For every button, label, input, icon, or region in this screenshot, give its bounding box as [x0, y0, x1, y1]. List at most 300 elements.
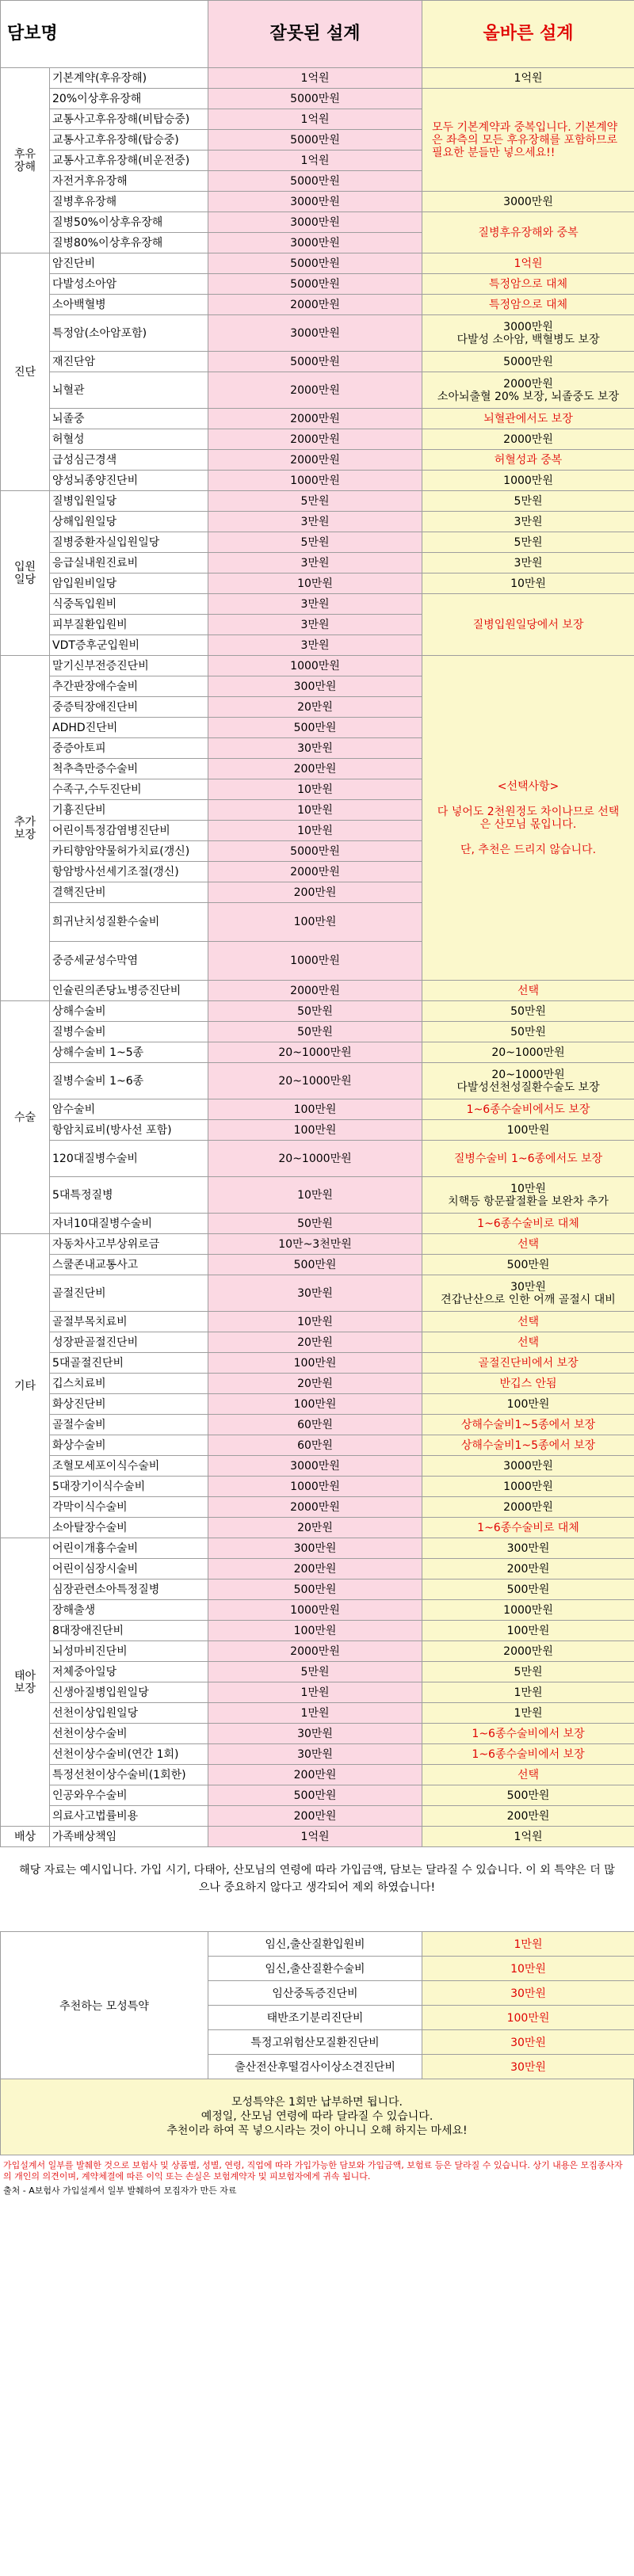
wrong-design-value: 3만원 [208, 512, 422, 532]
table-row [1, 1255, 634, 1275]
table-row [1, 656, 634, 676]
group-label: 태아 보장 [1, 1538, 50, 1827]
coverage-name: 암입원비일당 [50, 574, 208, 594]
coverage-name: 중증아토피 [50, 738, 208, 759]
group-label: 후유 장해 [1, 68, 50, 253]
wrong-design-value: 2000만원 [208, 409, 422, 429]
coverage-name: 질병중환자실입원일당 [50, 532, 208, 553]
right-design-value: 10만원 치핵등 항문괄절환을 보완차 추가 [422, 1177, 634, 1214]
coverage-name: 추간판장애수술비 [50, 676, 208, 697]
header-wrong-design: 잘못된 설계 [208, 1, 422, 68]
wrong-design-value: 500만원 [208, 1785, 422, 1806]
right-design-value: 1만원 [422, 1703, 634, 1724]
table-row [1, 512, 634, 532]
right-design-value: 300만원 [422, 1538, 634, 1559]
right-design-value: 3000만원 다발성 소아암, 백혈병도 보장 [422, 315, 634, 352]
wrong-design-value: 1000만원 [208, 1600, 422, 1621]
recommended-maternity-table [0, 1931, 634, 2079]
coverage-name: 장해출생 [50, 1600, 208, 1621]
table-row [1, 1806, 634, 1827]
wrong-design-value: 100만원 [208, 1621, 422, 1641]
table-row [1, 1785, 634, 1806]
header-right-design: 올바른 설계 [422, 1, 634, 68]
right-design-value: 1만원 [422, 1682, 634, 1703]
right-design-value: 100만원 [422, 1621, 634, 1641]
table-row [1, 1765, 634, 1785]
wrong-design-value: 10만원 [208, 574, 422, 594]
coverage-name: 성장판골절진단비 [50, 1332, 208, 1353]
recommended-row [1, 1932, 634, 1957]
coverage-name: 특정암(소아암포함) [50, 315, 208, 352]
coverage-name: 선천이상수술비 [50, 1724, 208, 1744]
recommended-item-value: 30만원 [422, 1981, 634, 2006]
coverage-name: 급성심근경색 [50, 450, 208, 471]
right-design-value: 5만원 [422, 491, 634, 512]
table-row [1, 1744, 634, 1765]
coverage-name: 재진단암 [50, 352, 208, 372]
right-design-value: 선택 [422, 1332, 634, 1353]
coverage-name: 질병후유장해 [50, 192, 208, 212]
wrong-design-value: 2000만원 [208, 295, 422, 315]
recommended-item-name: 임신,출산질환수술비 [208, 1957, 422, 1981]
coverage-name: 상해입원일당 [50, 512, 208, 532]
source-text: 출처 - A보험사 가입설계서 일부 발췌하여 모집자가 만든 자료 [3, 2185, 237, 2196]
wrong-design-value: 3000만원 [208, 192, 422, 212]
table-row [1, 1703, 634, 1724]
wrong-design-value: 1000만원 [208, 1477, 422, 1497]
wrong-design-value: 200만원 [208, 759, 422, 779]
coverage-name: 암진단비 [50, 253, 208, 274]
table-row [1, 594, 634, 615]
coverage-name: 저체중아일당 [50, 1662, 208, 1682]
recommended-note-line-3: 추천이라 하여 꼭 넣으시라는 것이 아니니 오해 하지는 마세요! [166, 2124, 468, 2137]
wrong-design-value: 1억원 [208, 151, 422, 171]
table-row [1, 1724, 634, 1744]
right-design-value: 선택 [422, 1765, 634, 1785]
table-row [1, 1518, 634, 1538]
coverage-name: 질병수술비 1~6종 [50, 1063, 208, 1099]
wrong-design-value: 30만원 [208, 738, 422, 759]
recommended-item-name: 특정고위험산모질환진단비 [208, 2030, 422, 2055]
group-label: 수술 [1, 1001, 50, 1234]
wrong-design-value: 100만원 [208, 903, 422, 942]
wrong-design-value: 60만원 [208, 1415, 422, 1435]
coverage-name: 골절진단비 [50, 1275, 208, 1312]
coverage-name: 상해수술비 1~5종 [50, 1042, 208, 1063]
table-row [1, 1682, 634, 1703]
coverage-name: 어린이개흉수술비 [50, 1538, 208, 1559]
right-design-value: 30만원 견갑난산으로 인한 어깨 골절시 대비 [422, 1275, 634, 1312]
coverage-name: 기흉진단비 [50, 800, 208, 821]
table-row [1, 89, 634, 109]
coverage-name: 소아백혈병 [50, 295, 208, 315]
table-row [1, 532, 634, 553]
group-label: 진단 [1, 253, 50, 491]
right-design-value: 선택 [422, 1312, 634, 1332]
right-design-value: 500만원 [422, 1255, 634, 1275]
recommended-item-value: 1만원 [422, 1932, 634, 1957]
table-row [1, 1415, 634, 1435]
right-design-value: 10만원 [422, 574, 634, 594]
right-design-value: 20~1000만원 [422, 1042, 634, 1063]
table-row [1, 1477, 634, 1497]
wrong-design-value: 20~1000만원 [208, 1042, 422, 1063]
right-design-value: 1~6종수술비로 대체 [422, 1214, 634, 1234]
right-design-value: 2000만원 [422, 1641, 634, 1662]
right-design-value: 1000만원 [422, 1600, 634, 1621]
recommended-note-line-2: 예정일, 산모님 연령에 따라 달라질 수 있습니다. [201, 2110, 433, 2123]
recommended-note [0, 2079, 634, 2155]
coverage-name: 깁스치료비 [50, 1374, 208, 1394]
wrong-design-value: 2000만원 [208, 1497, 422, 1518]
table-row [1, 1353, 634, 1374]
wrong-design-value: 500만원 [208, 718, 422, 738]
table-row [1, 192, 634, 212]
coverage-name: 8대장애진단비 [50, 1621, 208, 1641]
table-row [1, 1001, 634, 1022]
group-label: 추가 보장 [1, 656, 50, 1001]
right-design-value: 200만원 [422, 1559, 634, 1580]
right-design-value: 질병수술비 1~6종에서도 보장 [422, 1141, 634, 1177]
wrong-design-value: 50만원 [208, 1214, 422, 1234]
right-design-value: 20~1000만원 다발성선천성질환수술도 보장 [422, 1063, 634, 1099]
wrong-design-value: 1억원 [208, 1827, 422, 1847]
wrong-design-value: 100만원 [208, 1353, 422, 1374]
right-design-value: <선택사항> 다 넣어도 2천원정도 차이나므로 선택은 산모님 몫입니다. 단, 추천은 드리지 않습니다. [422, 656, 634, 981]
right-design-value: 1~6종수술비로 대체 [422, 1518, 634, 1538]
table-row [1, 491, 634, 512]
table-row [1, 1662, 634, 1682]
wrong-design-value: 10만원 [208, 779, 422, 800]
coverage-name: 5대장기이식수술비 [50, 1477, 208, 1497]
right-design-value: 1~6종수술비에서 보장 [422, 1724, 634, 1744]
wrong-design-value: 20만원 [208, 1518, 422, 1538]
table-row [1, 1099, 634, 1120]
recommended-item-value: 100만원 [422, 2006, 634, 2030]
wrong-design-value: 2000만원 [208, 372, 422, 409]
coverage-name: 자전거후유장해 [50, 171, 208, 192]
table-row [1, 1141, 634, 1177]
wrong-design-value: 10만원 [208, 1312, 422, 1332]
table-row [1, 1641, 634, 1662]
group-label: 입원 일당 [1, 491, 50, 656]
right-design-value: 1000만원 [422, 471, 634, 491]
wrong-design-value: 1억원 [208, 109, 422, 130]
coverage-name: 자녀10대질병수술비 [50, 1214, 208, 1234]
wrong-design-value: 3만원 [208, 594, 422, 615]
recommended-label: 추천하는 모성특약 [1, 1932, 208, 2079]
table-row [1, 1332, 634, 1353]
coverage-name: 인슐린의존당뇨병증진단비 [50, 981, 208, 1001]
coverage-name: 암수술비 [50, 1099, 208, 1120]
coverage-name: 어린이심장시술비 [50, 1559, 208, 1580]
table-row [1, 1538, 634, 1559]
coverage-name: 의료사고법률비용 [50, 1806, 208, 1827]
table-row [1, 1374, 634, 1394]
coverage-name: 소아탈장수술비 [50, 1518, 208, 1538]
wrong-design-value: 5만원 [208, 491, 422, 512]
table-row [1, 1120, 634, 1141]
wrong-design-value: 100만원 [208, 1120, 422, 1141]
wrong-design-value: 300만원 [208, 1538, 422, 1559]
recommended-item-name: 출산전산후떨검사이상소견진단비 [208, 2055, 422, 2079]
right-design-value: 2000만원 [422, 429, 634, 450]
recommended-item-value: 30만원 [422, 2030, 634, 2055]
wrong-design-value: 3000만원 [208, 315, 422, 352]
right-design-value: 1000만원 [422, 1477, 634, 1497]
wrong-design-value: 30만원 [208, 1275, 422, 1312]
coverage-name: 가족배상책임 [50, 1827, 208, 1847]
right-design-value: 1~6종수술비에서도 보장 [422, 1099, 634, 1120]
wrong-design-value: 20만원 [208, 1332, 422, 1353]
wrong-design-value: 300만원 [208, 676, 422, 697]
coverage-name: 질병수술비 [50, 1022, 208, 1042]
table-row [1, 1275, 634, 1312]
coverage-name: 뇌혈관 [50, 372, 208, 409]
coverage-name: 20%이상후유장해 [50, 89, 208, 109]
coverage-name: 다발성소아암 [50, 274, 208, 295]
header-coverage-name: 담보명 [1, 1, 208, 68]
table-row [1, 1827, 634, 1847]
wrong-design-value: 1000만원 [208, 656, 422, 676]
coverage-name: 인공와우수술비 [50, 1785, 208, 1806]
table-row [1, 471, 634, 491]
coverage-name: 질병입원일당 [50, 491, 208, 512]
right-design-value: 1억원 [422, 1827, 634, 1847]
right-design-value: 50만원 [422, 1001, 634, 1022]
right-design-value: 질병후유장해와 중복 [422, 212, 634, 253]
wrong-design-value: 200만원 [208, 1765, 422, 1785]
coverage-name: 뇌성마비진단비 [50, 1641, 208, 1662]
right-design-value: 50만원 [422, 1022, 634, 1042]
right-design-value: 반깁스 안됨 [422, 1374, 634, 1394]
group-label: 배상 [1, 1827, 50, 1847]
table-row [1, 68, 634, 89]
wrong-design-value: 5000만원 [208, 130, 422, 151]
right-design-value: 200만원 [422, 1806, 634, 1827]
table-row [1, 553, 634, 574]
coverage-name: 선천이상수술비(연간 1회) [50, 1744, 208, 1765]
wrong-design-value: 5000만원 [208, 171, 422, 192]
coverage-name: ADHD진단비 [50, 718, 208, 738]
coverage-name: 교통사고후유장해(비탑승중) [50, 109, 208, 130]
right-design-value: 선택 [422, 1234, 634, 1255]
wrong-design-value: 200만원 [208, 1806, 422, 1827]
table-row [1, 274, 634, 295]
wrong-design-value: 20만원 [208, 697, 422, 718]
table-row [1, 574, 634, 594]
coverage-name: 식중독입원비 [50, 594, 208, 615]
coverage-name: 응급실내원진료비 [50, 553, 208, 574]
right-design-value: 뇌혈관에서도 보장 [422, 409, 634, 429]
table-row [1, 1177, 634, 1214]
wrong-design-value: 10만원 [208, 821, 422, 841]
recommended-item-name: 태반조기분리진단비 [208, 2006, 422, 2030]
right-design-value: 골절진단비에서 보장 [422, 1353, 634, 1374]
recommended-note-line-1: 모성특약은 1회만 납부하면 됩니다. [231, 2096, 403, 2109]
coverage-name: 교통사고후유장해(비운전중) [50, 151, 208, 171]
table-row [1, 1312, 634, 1332]
right-design-value: 선택 [422, 981, 634, 1001]
wrong-design-value: 2000만원 [208, 429, 422, 450]
coverage-name: 5대골절진단비 [50, 1353, 208, 1374]
right-design-value: 모두 기본계약과 중복입니다. 기본계약은 좌측의 모든 후유장해를 포함하므로 필요한 분들만 넣으세요!! [422, 89, 634, 192]
right-design-value: 3000만원 [422, 192, 634, 212]
table-row [1, 1394, 634, 1415]
right-design-value: 1~6종수술비에서 보장 [422, 1744, 634, 1765]
coverage-name: 중증틱장애진단비 [50, 697, 208, 718]
wrong-design-value: 3000만원 [208, 233, 422, 253]
wrong-design-value: 10만원 [208, 1177, 422, 1214]
coverage-name: 허혈성 [50, 429, 208, 450]
recommended-item-name: 임신,출산질환입원비 [208, 1932, 422, 1957]
wrong-design-value: 100만원 [208, 1394, 422, 1415]
recommended-item-value: 30만원 [422, 2055, 634, 2079]
wrong-design-value: 500만원 [208, 1255, 422, 1275]
table-row [1, 1042, 634, 1063]
right-design-value: 2000만원 [422, 1497, 634, 1518]
table-row [1, 1580, 634, 1600]
wrong-design-value: 1000만원 [208, 471, 422, 491]
table-row [1, 409, 634, 429]
coverage-name: 말기신부전증진단비 [50, 656, 208, 676]
notice-text: 해당 자료는 예시입니다. 가입 시기, 다태아, 산모님의 연령에 따라 가입금액, 담보는 달라질 수 있습니다. 이 외 특약은 더 많으나 중요하지 않다고 생각되어 제외 하였습니다! [19, 1864, 615, 1894]
coverage-name: 각막이식수술비 [50, 1497, 208, 1518]
right-design-value: 특정암으로 대체 [422, 274, 634, 295]
wrong-design-value: 3000만원 [208, 1456, 422, 1477]
coverage-name: 화상수술비 [50, 1435, 208, 1456]
table-row [1, 1600, 634, 1621]
coverage-name: 척추측만증수술비 [50, 759, 208, 779]
table-row [1, 450, 634, 471]
table-header-row [1, 1, 634, 68]
wrong-design-value: 5000만원 [208, 89, 422, 109]
table-row [1, 1063, 634, 1099]
wrong-design-value: 30만원 [208, 1744, 422, 1765]
coverage-name: 자동차사고부상위로금 [50, 1234, 208, 1255]
wrong-design-value: 5만원 [208, 532, 422, 553]
coverage-name: 골절수술비 [50, 1415, 208, 1435]
coverage-name: 스쿨존내교통사고 [50, 1255, 208, 1275]
right-design-value: 1억원 [422, 68, 634, 89]
table-row [1, 981, 634, 1001]
wrong-design-value: 3000만원 [208, 212, 422, 233]
coverage-name: 신생아질병입원일당 [50, 1682, 208, 1703]
coverage-name: 상해수술비 [50, 1001, 208, 1022]
coverage-name: 교통사고후유장해(탑승중) [50, 130, 208, 151]
wrong-design-value: 5000만원 [208, 352, 422, 372]
wrong-design-value: 60만원 [208, 1435, 422, 1456]
table-row [1, 1435, 634, 1456]
wrong-design-value: 1억원 [208, 68, 422, 89]
right-design-value: 2000만원 소아뇌출혈 20% 보장, 뇌졸중도 보장 [422, 372, 634, 409]
table-row [1, 372, 634, 409]
wrong-design-value: 20만원 [208, 1374, 422, 1394]
coverage-name: 골절부목치료비 [50, 1312, 208, 1332]
right-design-value: 5만원 [422, 532, 634, 553]
wrong-design-value: 20~1000만원 [208, 1141, 422, 1177]
table-row [1, 1234, 634, 1255]
wrong-design-value: 5000만원 [208, 841, 422, 862]
wrong-design-value: 50만원 [208, 1022, 422, 1042]
wrong-design-value: 3만원 [208, 635, 422, 656]
coverage-name: 심장관련소아특정질병 [50, 1580, 208, 1600]
right-design-value: 5000만원 [422, 352, 634, 372]
right-design-value: 5만원 [422, 1662, 634, 1682]
wrong-design-value: 3만원 [208, 615, 422, 635]
wrong-design-value: 30만원 [208, 1724, 422, 1744]
table-row [1, 429, 634, 450]
wrong-design-value: 1만원 [208, 1682, 422, 1703]
table-row [1, 253, 634, 274]
coverage-name: 항암방사선세기조절(갱신) [50, 862, 208, 882]
coverage-name: 항암치료비(방사선 포함) [50, 1120, 208, 1141]
wrong-design-value: 1000만원 [208, 942, 422, 981]
table-row [1, 295, 634, 315]
wrong-design-value: 10만~3천만원 [208, 1234, 422, 1255]
right-design-value: 500만원 [422, 1785, 634, 1806]
coverage-name: 질병50%이상후유장해 [50, 212, 208, 233]
table-row [1, 1022, 634, 1042]
table-row [1, 1497, 634, 1518]
wrong-design-value: 2000만원 [208, 981, 422, 1001]
wrong-design-value: 10만원 [208, 800, 422, 821]
wrong-design-value: 5만원 [208, 1662, 422, 1682]
coverage-name: 선천이상입원일당 [50, 1703, 208, 1724]
wrong-design-value: 200만원 [208, 1559, 422, 1580]
wrong-design-value: 5000만원 [208, 253, 422, 274]
wrong-design-value: 3만원 [208, 553, 422, 574]
table-row [1, 212, 634, 233]
right-design-value: 3000만원 [422, 1456, 634, 1477]
wrong-design-value: 2000만원 [208, 1641, 422, 1662]
coverage-name: 희귀난치성질환수술비 [50, 903, 208, 942]
wrong-design-value: 1만원 [208, 1703, 422, 1724]
table-row [1, 1456, 634, 1477]
right-design-value: 상해수술비1~5종에서 보장 [422, 1415, 634, 1435]
wrong-design-value: 2000만원 [208, 450, 422, 471]
right-design-value: 3만원 [422, 553, 634, 574]
wrong-design-value: 2000만원 [208, 862, 422, 882]
right-design-value: 100만원 [422, 1394, 634, 1415]
table-row [1, 352, 634, 372]
coverage-name: 뇌졸중 [50, 409, 208, 429]
coverage-name: 결핵진단비 [50, 882, 208, 903]
wrong-design-value: 200만원 [208, 882, 422, 903]
recommended-item-value: 10만원 [422, 1957, 634, 1981]
right-design-value: 100만원 [422, 1120, 634, 1141]
coverage-name: 5대특정질병 [50, 1177, 208, 1214]
coverage-name: 카티향암약물허가치료(갱신) [50, 841, 208, 862]
coverage-name: VDT증후군입원비 [50, 635, 208, 656]
coverage-name: 수족구,수두진단비 [50, 779, 208, 800]
table-row [1, 1621, 634, 1641]
right-design-value: 500만원 [422, 1580, 634, 1600]
coverage-name: 피부질환입원비 [50, 615, 208, 635]
right-design-value: 질병입원일당에서 보장 [422, 594, 634, 656]
coverage-name: 기본계약(후유장해) [50, 68, 208, 89]
right-design-value: 상해수술비1~5종에서 보장 [422, 1435, 634, 1456]
right-design-value: 1억원 [422, 253, 634, 274]
right-design-value: 허혈성과 중복 [422, 450, 634, 471]
coverage-name: 질병80%이상후유장해 [50, 233, 208, 253]
wrong-design-value: 500만원 [208, 1580, 422, 1600]
coverage-name: 120대질병수술비 [50, 1141, 208, 1177]
wrong-design-value: 20~1000만원 [208, 1063, 422, 1099]
coverage-name: 조혈모세포이식수술비 [50, 1456, 208, 1477]
group-label: 기타 [1, 1234, 50, 1538]
coverage-name: 특정선천이상수술비(1회한) [50, 1765, 208, 1785]
